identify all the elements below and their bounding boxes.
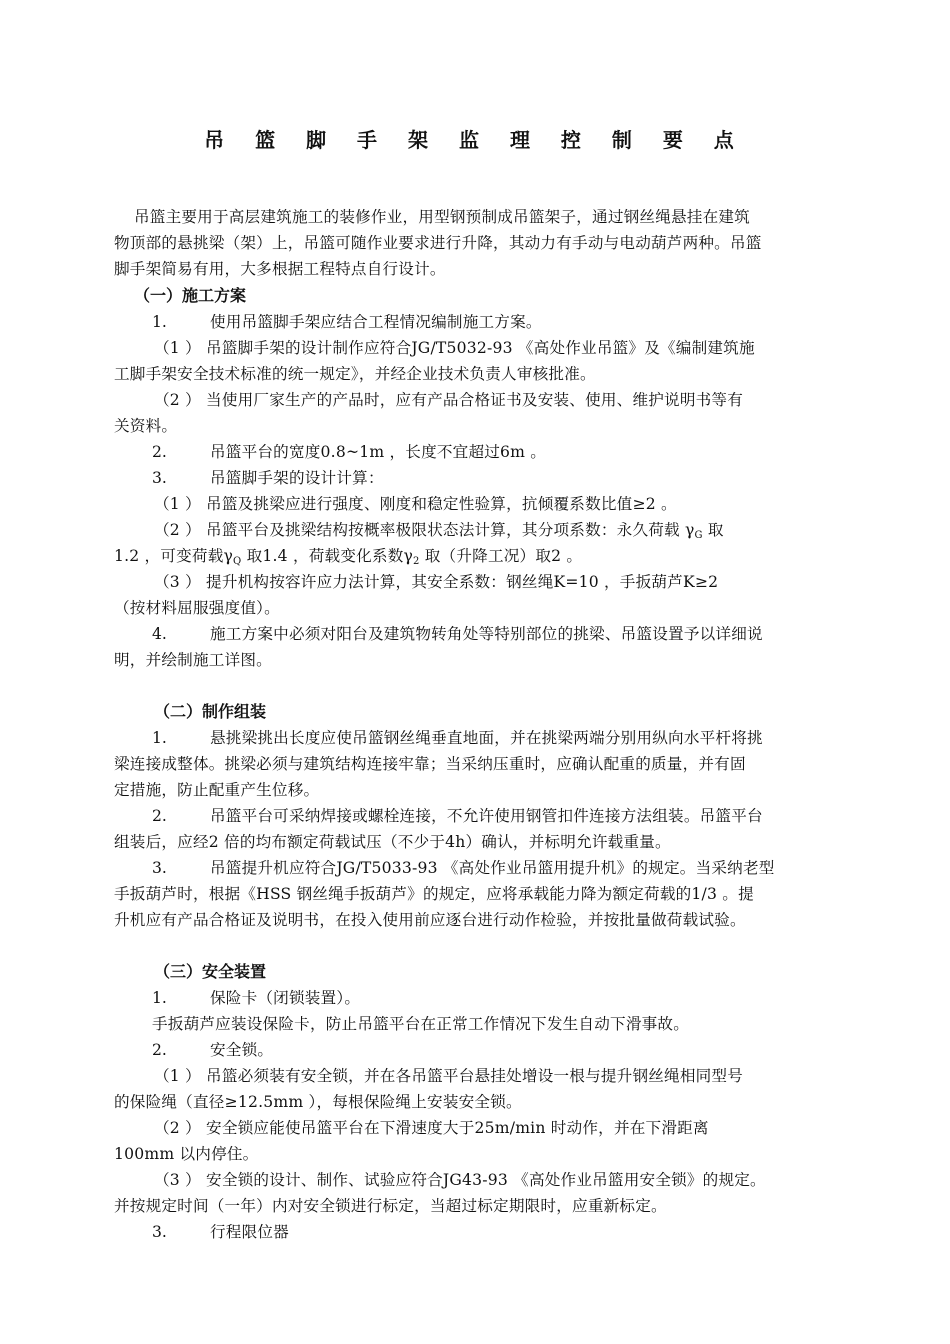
s3-line-2: 手扳葫芦应装设保险卡，防止吊篮平台在正常工作情况下发生自动下滑事故。 (152, 1015, 689, 1033)
s3-line-7: 100mm 以内停住。 (114, 1145, 259, 1163)
s2-item-3-number: 3. (152, 859, 167, 877)
intro-line-2: 物顶部的悬挑梁（架）上，吊篮可随作业要求进行升降，其动力有手动与电动葫芦两种。吊篮 (114, 234, 762, 252)
s2-line-4: 吊篮平台可采纳焊接或螺栓连接，不允许使用钢管扣件连接方法组装。吊篮平台 (210, 807, 763, 825)
s1-line-14: 明，并绘制施工详图。 (114, 651, 272, 669)
s1-line-1: 使用吊篮脚手架应结合工程情况编制施工方案。 (210, 313, 542, 331)
s1-line-6: 吊篮平台的宽度0.8~1m ，长度不宜超过6m 。 (210, 443, 547, 461)
s2-line-6: 吊篮提升机应符合JG/T5033-93 《高处作业吊篮用提升机》的规定。当采纳老型 (210, 859, 775, 877)
s1-line-8: （1 ） 吊篮及挑梁应进行强度、刚度和稳定性验算，抗倾覆系数比值≥2 。 (154, 495, 677, 513)
s1-item-4-number: 4. (152, 625, 167, 643)
s3-line-4: （1 ） 吊篮必须装有安全锁，并在各吊篮平台悬挂处增设一根与提升钢丝绳相同型号 (154, 1067, 744, 1085)
s3-line-10: 行程限位器 (210, 1223, 289, 1241)
s1-line-7: 吊篮脚手架的设计计算： (210, 469, 384, 487)
s3-line-8: （3 ） 安全锁的设计、制作、试验应符合JG43-93 《高处作业吊篮用安全锁》的规定。 (154, 1171, 766, 1189)
s1-line-3: 工脚手架安全技术标准的统一规定》，并经企业技术负责人审核批准。 (114, 365, 596, 383)
s1-line-10: 1.2 ，可变荷载$\gamma_Q$ 取1.4 ，荷载变化系数$\gamma_2$ 取（升降工况）取2 。 (114, 547, 583, 567)
s1-line-5: 关资料。 (114, 417, 178, 435)
s2-line-1: 悬挑梁挑出长度应使吊篮钢丝绳垂直地面，并在挑梁两端分别用纵向水平杆将挑 (210, 729, 763, 747)
s2-line-2: 梁连接成整体。挑梁必须与建筑结构连接牢靠；当采纳压重时，应确认配重的质量，并有固 (114, 755, 746, 773)
section-2-heading: （二）制作组装 (154, 702, 267, 721)
s3-item-3-number: 3. (152, 1223, 167, 1241)
s2-line-3: 定措施，防止配重产生位移。 (114, 781, 320, 799)
s1-item-2-number: 2. (152, 443, 167, 461)
s2-line-5: 组装后，应经2 倍的均布额定荷载试压（不少于4h）确认，并标明允许载重量。 (114, 833, 671, 851)
s1-item-3-number: 3. (152, 469, 167, 487)
intro-line-3: 脚手架简易有用，大多根据工程特点自行设计。 (114, 260, 446, 278)
s1-line-12: （按材料屈服强度值）。 (114, 599, 280, 617)
s2-line-7: 手扳葫芦时，根据《HSS 钢丝绳手扳葫芦》的规定，应将承载能力降为额定荷载的1/3 。提 (114, 885, 754, 903)
section-1-heading: （一）施工方案 (134, 286, 247, 305)
s1-line-11: （3 ） 提升机构按容许应力法计算，其安全系数：钢丝绳K=10 ，手扳葫芦K≥2 (154, 573, 719, 591)
s1-line-2: （1 ） 吊篮脚手架的设计制作应符合JG/T5032-93 《高处作业吊篮》及《编制建筑施 (154, 339, 755, 357)
s2-line-8: 升机应有产品合格证及说明书，在投入使用前应逐台进行动作检验，并按批量做荷载试验。 (114, 911, 746, 929)
s1-line-4: （2 ） 当使用厂家生产的产品时，应有产品合格证书及安装、使用、维护说明书等有 (154, 391, 744, 409)
s1-item-1-number: 1. (152, 313, 167, 331)
intro-line-1: 吊篮主要用于高层建筑施工的装修作业，用型钢预制成吊篮架子，通过钢丝绳悬挂在建筑 (134, 208, 750, 226)
document-title: 吊 篮 脚 手 架 监 理 控 制 要 点 (204, 128, 746, 152)
s3-line-6: （2 ） 安全锁应能使吊篮平台在下滑速度大于25m/min 时动作，并在下滑距离 (154, 1119, 709, 1137)
s1-line-9: （2 ） 吊篮平台及挑梁结构按概率极限状态法计算，其分项系数：永久荷载 $\gamma_G$ 取 (154, 521, 724, 541)
s3-item-1-number: 1. (152, 989, 167, 1007)
s1-line-13: 施工方案中必须对阳台及建筑物转角处等特别部位的挑梁、吊篮设置予以详细说 (210, 625, 763, 643)
s3-line-5: 的保险绳（直径≥12.5mm ），每根保险绳上安装安全锁。 (114, 1093, 522, 1111)
s3-line-1: 保险卡（闭锁装置）。 (210, 989, 361, 1007)
s3-line-3: 安全锁。 (210, 1041, 274, 1059)
s3-line-9: 并按规定时间（一年）内对安全锁进行标定，当超过标定期限时，应重新标定。 (114, 1197, 667, 1215)
s2-item-2-number: 2. (152, 807, 167, 825)
s2-item-1-number: 1. (152, 729, 167, 747)
section-3-heading: （三）安全装置 (154, 962, 267, 981)
s3-item-2-number: 2. (152, 1041, 167, 1059)
